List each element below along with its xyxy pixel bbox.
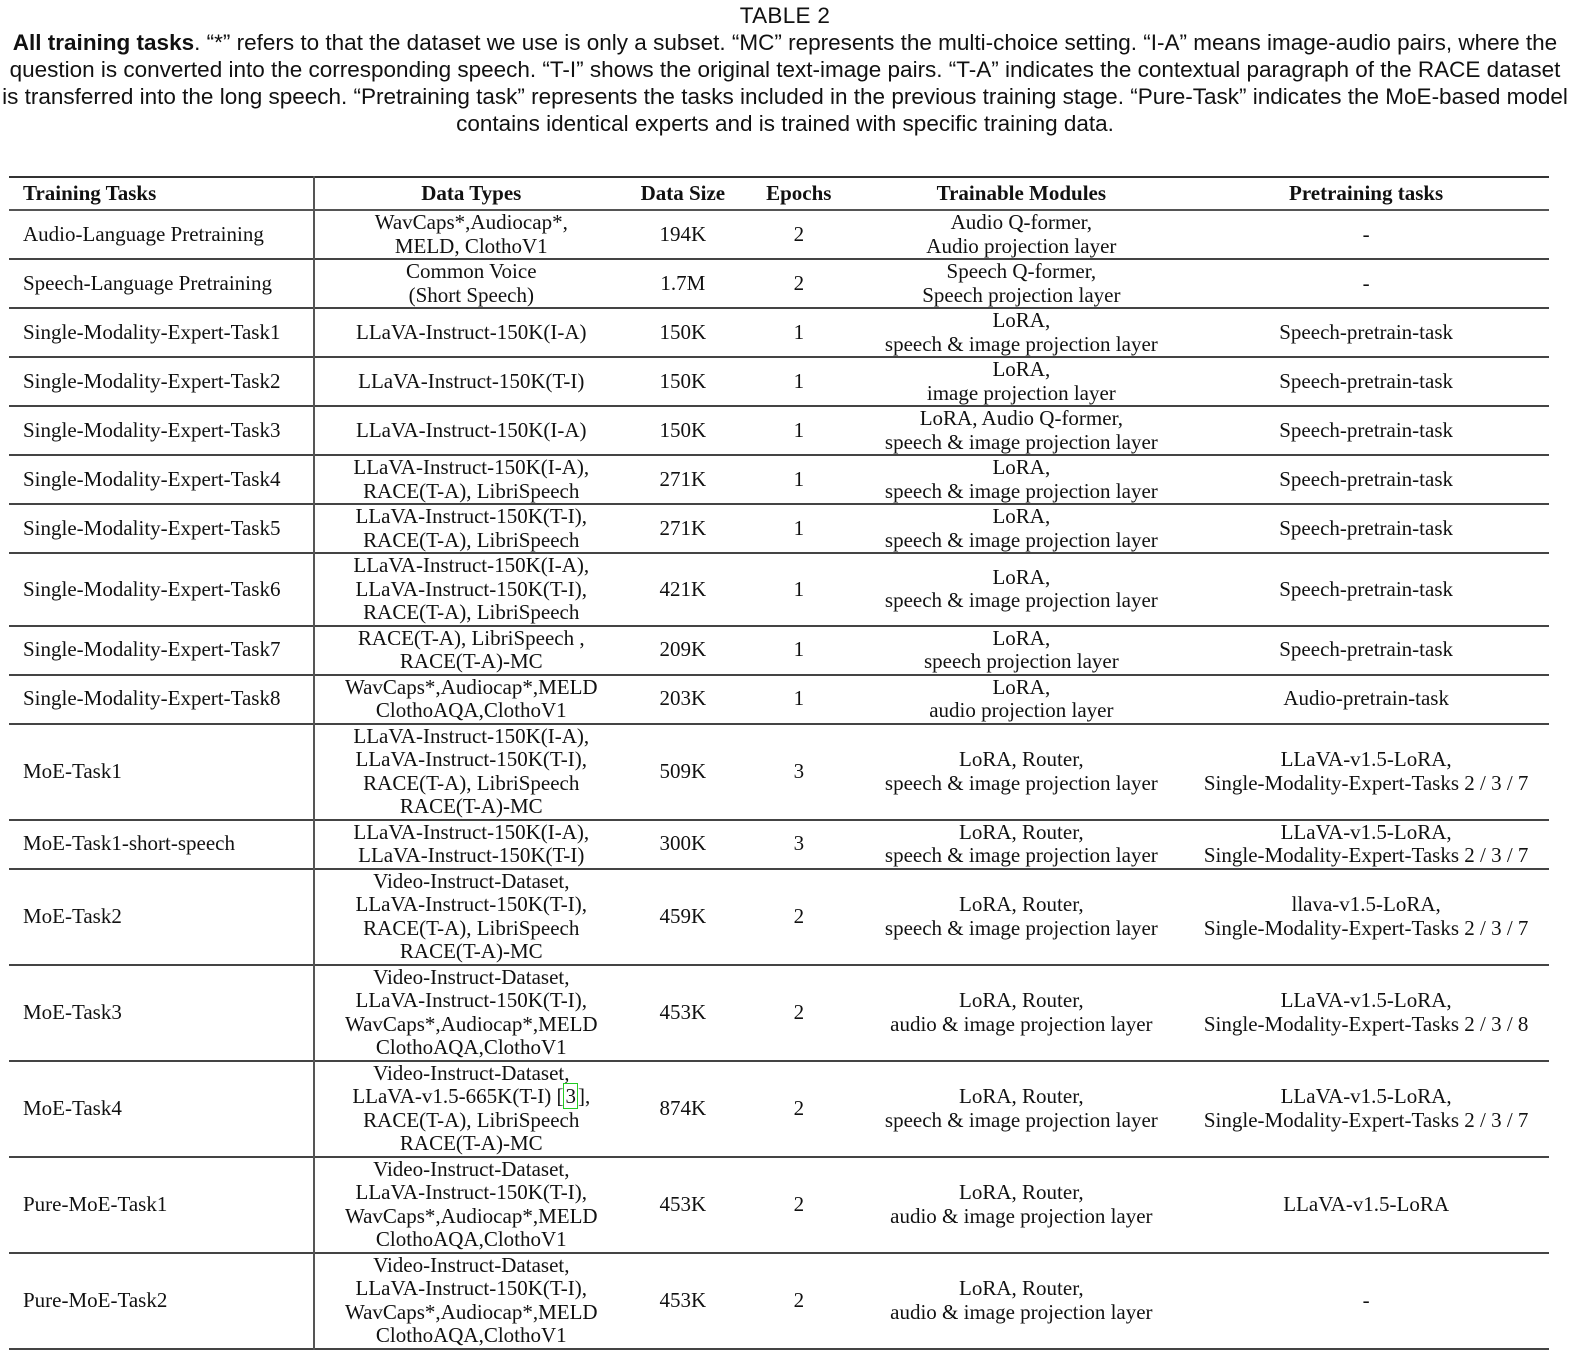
table-row <box>9 455 1549 504</box>
cell-training-task: Single-Modality-Expert-Task7 <box>9 626 314 675</box>
cell-epochs: 1 <box>793 686 805 711</box>
cell-pretraining-tasks <box>1183 626 1549 675</box>
cell-data-size: 150K <box>659 417 707 442</box>
cell-data-size: 459K <box>659 903 707 928</box>
cell-trainable-modules-line: speech & image projection layer <box>884 478 1158 503</box>
cell-data-size: 874K <box>659 1095 707 1120</box>
cell-pretraining-tasks <box>1183 675 1549 724</box>
cell-trainable-modules-line: LoRA, <box>992 357 1051 381</box>
cell-trainable-modules-line: speech & image projection layer <box>884 915 1158 940</box>
table-label: TABLE 2 <box>739 3 831 28</box>
cell-pretraining-tasks <box>1183 820 1549 869</box>
cell-trainable-modules <box>859 869 1183 965</box>
cell-training-task: MoE-Task1 <box>9 724 314 820</box>
cell-trainable-modules <box>859 406 1183 455</box>
cell-trainable-modules <box>859 965 1183 1061</box>
cell-pretraining-tasks-line: llava-v1.5-LoRA, <box>1291 892 1441 916</box>
cell-data-size: 453K <box>659 1191 707 1216</box>
header-data-size: Data Size <box>640 181 726 206</box>
cell-pretraining-tasks-line: LLaVA-v1.5-LoRA, <box>1280 988 1452 1012</box>
cell-data-types-line: Video-Instruct-Dataset, <box>373 1156 570 1181</box>
cell-pretraining-tasks <box>1183 504 1549 553</box>
cell-data-size: 271K <box>659 515 707 540</box>
cell-trainable-modules-line: speech & image projection layer <box>884 1107 1158 1132</box>
header-data-types: Data Types <box>421 181 522 206</box>
cell-pretraining-tasks-line: Speech-pretrain-task <box>1279 466 1454 491</box>
cell-data-size: 194K <box>659 221 707 246</box>
cell-pretraining-tasks-line: - <box>1362 270 1370 295</box>
table-row <box>9 504 1549 553</box>
cell-data-types-line: RACE(T-A), LibriSpeech , <box>357 625 585 650</box>
cell-data-size: 421K <box>659 576 707 601</box>
cell-training-task: Pure-MoE-Task2 <box>9 1253 314 1349</box>
table-body <box>9 210 1549 1349</box>
cell-epochs: 2 <box>793 999 805 1024</box>
cell-trainable-modules <box>859 1061 1183 1157</box>
table-row <box>9 1157 1549 1253</box>
cell-training-task: Audio-Language Pretraining <box>9 210 314 259</box>
cell-data-types <box>314 724 627 820</box>
table-caption <box>0 2 1570 137</box>
cell-data-types-line: ClothoAQA,ClothoV1 <box>375 698 567 722</box>
cell-training-task: Speech-Language Pretraining <box>9 259 314 308</box>
cell-trainable-modules <box>859 1157 1183 1253</box>
cell-data-types <box>314 210 627 259</box>
cell-pretraining-tasks-line: Speech-pretrain-task <box>1279 515 1454 540</box>
cell-pretraining-tasks-line: Speech-pretrain-task <box>1279 576 1454 601</box>
cell-training-task: Pure-MoE-Task1 <box>9 1157 314 1253</box>
cell-trainable-modules-line: LoRA, <box>992 564 1051 589</box>
table-row <box>9 626 1549 675</box>
cell-epochs: 2 <box>793 1095 805 1120</box>
cell-data-types-line: LLaVA-Instruct-150K(T-I), <box>355 1180 588 1204</box>
cell-pretraining-tasks-line: Audio-pretrain-task <box>1283 686 1449 711</box>
cell-trainable-modules <box>859 357 1183 406</box>
cell-trainable-modules-line: LoRA, <box>992 674 1051 699</box>
cell-data-types-line: RACE(T-A)-MC <box>399 649 543 673</box>
citation-link[interactable]: 3 <box>565 1084 576 1108</box>
table-row <box>9 259 1549 308</box>
cell-data-size: 203K <box>659 686 707 711</box>
cell-epochs: 1 <box>793 576 805 601</box>
cell-pretraining-tasks-line: Single-Modality-Expert-Tasks 2 / 3 / 8 <box>1203 1011 1529 1036</box>
cell-data-types-line: RACE(T-A)-MC <box>399 939 543 963</box>
cell-data-types-line: RACE(T-A), LibriSpeech <box>363 600 580 624</box>
cell-data-types <box>314 553 627 626</box>
cell-data-types <box>314 259 627 308</box>
cell-trainable-modules <box>859 553 1183 626</box>
cell-trainable-modules-line: speech & image projection layer <box>884 429 1158 454</box>
cell-training-task: Single-Modality-Expert-Task4 <box>9 455 314 504</box>
cell-data-types <box>314 1253 627 1349</box>
cell-data-types-line: LLaVA-Instruct-150K(T-I), <box>355 504 588 528</box>
cell-pretraining-tasks-line: Speech-pretrain-task <box>1279 319 1454 344</box>
cell-trainable-modules <box>859 210 1183 259</box>
table-row <box>9 308 1549 357</box>
cell-data-types-line: LLaVA-Instruct-150K(T-I), <box>355 988 588 1012</box>
cell-data-types <box>314 869 627 965</box>
cell-data-types-line: LLaVA-Instruct-150K(T-I), <box>355 747 588 771</box>
cell-data-types-line: LLaVA-Instruct-150K(I-A) <box>356 319 587 344</box>
table-row <box>9 724 1549 820</box>
cell-trainable-modules <box>859 259 1183 308</box>
table-row <box>9 210 1549 259</box>
cell-trainable-modules-line: speech projection layer <box>923 649 1119 673</box>
table-row <box>9 553 1549 626</box>
cell-data-types-line: ClothoAQA,ClothoV1 <box>375 1323 567 1347</box>
cell-trainable-modules-line: Speech projection layer <box>922 282 1121 307</box>
cell-data-size: 271K <box>659 466 707 491</box>
cell-training-task: MoE-Task3 <box>9 965 314 1061</box>
cell-trainable-modules-line: audio & image projection layer <box>890 1299 1153 1324</box>
cell-data-types-line: RACE(T-A)-MC <box>399 794 543 818</box>
cell-epochs: 1 <box>793 368 805 393</box>
cell-data-types <box>314 820 627 869</box>
cell-trainable-modules-line: Speech Q-former, <box>946 259 1097 283</box>
cell-training-task: MoE-Task1-short-speech <box>9 820 314 869</box>
cell-epochs: 2 <box>793 221 805 246</box>
cell-data-types-line: Video-Instruct-Dataset, <box>373 964 570 989</box>
cell-pretraining-tasks-line: Single-Modality-Expert-Tasks 2 / 3 / 7 <box>1203 770 1529 795</box>
cell-epochs: 1 <box>793 515 805 540</box>
cell-data-types-line: RACE(T-A)-MC <box>399 1131 543 1155</box>
cell-data-types-line: LLaVA-Instruct-150K(I-A), <box>353 455 590 479</box>
cell-training-task: Single-Modality-Expert-Task1 <box>9 308 314 357</box>
caption-text <box>0 29 1570 137</box>
cell-data-types <box>314 406 627 455</box>
cell-data-types-line: RACE(T-A), LibriSpeech <box>363 478 580 503</box>
header-training-tasks: Training Tasks <box>9 177 314 210</box>
cell-data-types-line: Video-Instruct-Dataset, <box>373 868 570 893</box>
cell-data-types-line: WavCaps*,Audiocap*,MELD <box>344 674 598 699</box>
cell-pretraining-tasks-line: Single-Modality-Expert-Tasks 2 / 3 / 7 <box>1203 915 1529 940</box>
cell-trainable-modules-line: LoRA, Audio Q-former, <box>919 406 1123 430</box>
cell-training-task: Single-Modality-Expert-Task6 <box>9 553 314 626</box>
cell-epochs: 1 <box>793 319 805 344</box>
cell-pretraining-tasks <box>1183 308 1549 357</box>
cell-data-size: 453K <box>659 999 707 1024</box>
cell-data-types-line: WavCaps*,Audiocap*,MELD <box>344 1299 598 1324</box>
header-epochs: Epochs <box>766 181 832 206</box>
cell-epochs: 1 <box>793 417 805 442</box>
cell-training-task: Single-Modality-Expert-Task5 <box>9 504 314 553</box>
cell-data-types <box>314 965 627 1061</box>
cell-pretraining-tasks <box>1183 553 1549 626</box>
table-row <box>9 820 1549 869</box>
cell-pretraining-tasks-line: LLaVA-v1.5-LoRA, <box>1280 819 1452 844</box>
cell-trainable-modules-line: LoRA, Router, <box>959 1084 1084 1108</box>
cell-data-types-line: RACE(T-A), LibriSpeech <box>363 1107 580 1132</box>
cell-training-task: MoE-Task2 <box>9 869 314 965</box>
cell-pretraining-tasks <box>1183 357 1549 406</box>
cell-pretraining-tasks-line: LLaVA-v1.5-LoRA, <box>1280 1084 1452 1108</box>
cell-data-types-line: LLaVA-Instruct-150K(T-I) <box>358 843 585 867</box>
cell-pretraining-tasks <box>1183 869 1549 965</box>
cell-trainable-modules-line: LoRA, Router, <box>959 1180 1084 1204</box>
cell-pretraining-tasks <box>1183 455 1549 504</box>
cell-data-types-line: WavCaps*,Audiocap*,MELD <box>344 1011 598 1036</box>
cell-data-types <box>314 1061 627 1157</box>
cell-data-types-line: RACE(T-A), LibriSpeech <box>363 527 580 552</box>
cell-data-types-line: (Short Speech) <box>408 282 534 307</box>
cell-data-types-line: RACE(T-A), LibriSpeech <box>363 915 580 940</box>
cell-trainable-modules <box>859 455 1183 504</box>
cell-data-types-line: LLaVA-Instruct-150K(I-A), <box>353 723 590 748</box>
cell-trainable-modules <box>859 626 1183 675</box>
table-row <box>9 1253 1549 1349</box>
cell-data-size: 209K <box>659 637 707 662</box>
cell-pretraining-tasks <box>1183 1061 1549 1157</box>
cell-epochs: 1 <box>793 637 805 662</box>
cell-data-size: 150K <box>659 319 707 344</box>
cell-trainable-modules-line: audio projection layer <box>929 698 1114 722</box>
cell-trainable-modules-line: LoRA, <box>992 504 1051 528</box>
header-trainable-modules: Trainable Modules <box>936 181 1107 206</box>
cell-trainable-modules-line: LoRA, Router, <box>959 892 1084 916</box>
cell-trainable-modules-line: LoRA, Router, <box>959 1276 1084 1300</box>
cell-data-size: 509K <box>659 758 707 783</box>
cell-data-size: 300K <box>659 831 707 856</box>
caption-title: All training tasks <box>12 30 195 55</box>
cell-data-types-line: WavCaps*,Audiocap*, <box>374 210 568 234</box>
cell-trainable-modules <box>859 308 1183 357</box>
cell-data-types-line: RACE(T-A), LibriSpeech <box>363 770 580 795</box>
cell-trainable-modules-line: LoRA, Router, <box>959 747 1084 771</box>
cell-pretraining-tasks <box>1183 965 1549 1061</box>
cell-training-task: Single-Modality-Expert-Task2 <box>9 357 314 406</box>
cell-trainable-modules-line: speech & image projection layer <box>884 527 1158 552</box>
training-tasks-table <box>9 176 1549 1350</box>
header-pretraining-tasks: Pretraining tasks <box>1289 181 1444 206</box>
cell-data-types-line: LLaVA-Instruct-150K(I-A) <box>356 417 587 442</box>
table-row <box>9 965 1549 1061</box>
cell-epochs: 2 <box>793 270 805 295</box>
cell-data-types-line: ClothoAQA,ClothoV1 <box>375 1035 567 1059</box>
cell-data-types <box>314 675 627 724</box>
table-row <box>9 675 1549 724</box>
cell-data-types-line: Video-Instruct-Dataset, <box>373 1252 570 1277</box>
cell-epochs: 2 <box>793 903 805 928</box>
cell-trainable-modules-line: LoRA, Router, <box>959 819 1084 844</box>
cell-pretraining-tasks <box>1183 1157 1549 1253</box>
cell-data-types <box>314 1157 627 1253</box>
cell-pretraining-tasks <box>1183 210 1549 259</box>
cell-trainable-modules-line: LoRA, <box>992 625 1051 650</box>
cell-data-types <box>314 455 627 504</box>
header-row <box>9 177 1549 210</box>
cell-data-types-line: LLaVA-Instruct-150K(T-I) <box>358 368 585 393</box>
cell-trainable-modules-line: speech & image projection layer <box>884 770 1158 795</box>
cell-pretraining-tasks <box>1183 259 1549 308</box>
cell-training-task: Single-Modality-Expert-Task3 <box>9 406 314 455</box>
cell-trainable-modules-line: audio & image projection layer <box>890 1011 1153 1036</box>
cell-training-task: MoE-Task4 <box>9 1061 314 1157</box>
cell-trainable-modules <box>859 675 1183 724</box>
cell-epochs: 3 <box>793 831 805 856</box>
cell-trainable-modules <box>859 820 1183 869</box>
table-row <box>9 869 1549 965</box>
cell-pretraining-tasks-line: Speech-pretrain-task <box>1279 368 1454 393</box>
cell-data-types-line: Video-Instruct-Dataset, <box>373 1060 570 1085</box>
cell-epochs: 1 <box>793 466 805 491</box>
cell-trainable-modules-line: Audio projection layer <box>926 233 1117 258</box>
cell-data-types-line: LLaVA-Instruct-150K(T-I), <box>355 576 588 601</box>
cell-data-types-line: LLaVA-Instruct-150K(I-A), <box>353 819 590 844</box>
cell-trainable-modules-line: LoRA, <box>992 308 1051 332</box>
cell-epochs: 2 <box>793 1191 805 1216</box>
cell-trainable-modules-line: LoRA, Router, <box>959 988 1084 1012</box>
cell-trainable-modules-line: audio & image projection layer <box>890 1203 1153 1228</box>
cell-epochs: 2 <box>793 1287 805 1312</box>
cell-trainable-modules-line: speech & image projection layer <box>884 331 1158 356</box>
cell-training-task: Single-Modality-Expert-Task8 <box>9 675 314 724</box>
cell-data-types-line: LLaVA-Instruct-150K(T-I), <box>355 1276 588 1300</box>
table-row <box>9 357 1549 406</box>
cell-pretraining-tasks <box>1183 1253 1549 1349</box>
table-row <box>9 1061 1549 1157</box>
cell-pretraining-tasks-line: Single-Modality-Expert-Tasks 2 / 3 / 7 <box>1203 843 1529 867</box>
cell-pretraining-tasks-line: Speech-pretrain-task <box>1279 417 1454 442</box>
cell-data-size: 1.7M <box>660 270 706 295</box>
cell-data-types <box>314 626 627 675</box>
caption-body: . “*” refers to that the dataset we use is only a subset. “MC” represents the multi-choice setting. “I-A” means image-audio pairs, where the question is converted into the corresponding speech. “T-I” shows the original text-image pairs. “T-A” indicates the contextual paragraph of the RACE dataset is transferred into the long speech. “Pretraining task” represents the tasks included in the previous training stage. “Pure-Task” indicates the MoE-based model contains identical experts and is trained with specific training data. <box>2 30 1568 136</box>
cell-trainable-modules-line: image projection layer <box>926 380 1116 405</box>
cell-data-types-line: ClothoAQA,ClothoV1 <box>375 1227 567 1251</box>
cell-pretraining-tasks-line: - <box>1362 221 1370 246</box>
cell-data-size: 150K <box>659 368 707 393</box>
cell-pretraining-tasks-line: LLaVA-v1.5-LoRA <box>1283 1191 1450 1216</box>
cell-pretraining-tasks-line: Single-Modality-Expert-Tasks 2 / 3 / 7 <box>1203 1107 1529 1132</box>
cell-trainable-modules-line: LoRA, <box>992 455 1051 479</box>
cell-trainable-modules <box>859 1253 1183 1349</box>
cell-trainable-modules <box>859 724 1183 820</box>
table-row <box>9 406 1549 455</box>
cell-pretraining-tasks-line: LLaVA-v1.5-LoRA, <box>1280 747 1452 771</box>
cell-data-types-line: WavCaps*,Audiocap*,MELD <box>344 1203 598 1228</box>
cell-trainable-modules-line: Audio Q-former, <box>950 210 1093 234</box>
cell-data-types <box>314 308 627 357</box>
cell-trainable-modules <box>859 504 1183 553</box>
cell-trainable-modules-line: speech & image projection layer <box>884 843 1158 867</box>
cell-data-types-line: Common Voice <box>406 259 537 283</box>
cell-data-types-line: MELD, ClothoV1 <box>394 233 548 258</box>
cell-pretraining-tasks-line: - <box>1362 1287 1370 1312</box>
cell-pretraining-tasks <box>1183 724 1549 820</box>
cell-data-types <box>314 504 627 553</box>
cell-data-types-line: LLaVA-Instruct-150K(T-I), <box>355 892 588 916</box>
cell-pretraining-tasks-line: Speech-pretrain-task <box>1279 637 1454 662</box>
cell-data-types-line: LLaVA-Instruct-150K(I-A), <box>353 553 590 577</box>
cell-trainable-modules-line: speech & image projection layer <box>884 588 1158 613</box>
cell-data-types-line: LLaVA-v1.5-665K(T-I) [3], <box>352 1084 591 1108</box>
cell-data-size: 453K <box>659 1287 707 1312</box>
cell-pretraining-tasks <box>1183 406 1549 455</box>
cell-data-types <box>314 357 627 406</box>
cell-epochs: 3 <box>793 758 805 783</box>
